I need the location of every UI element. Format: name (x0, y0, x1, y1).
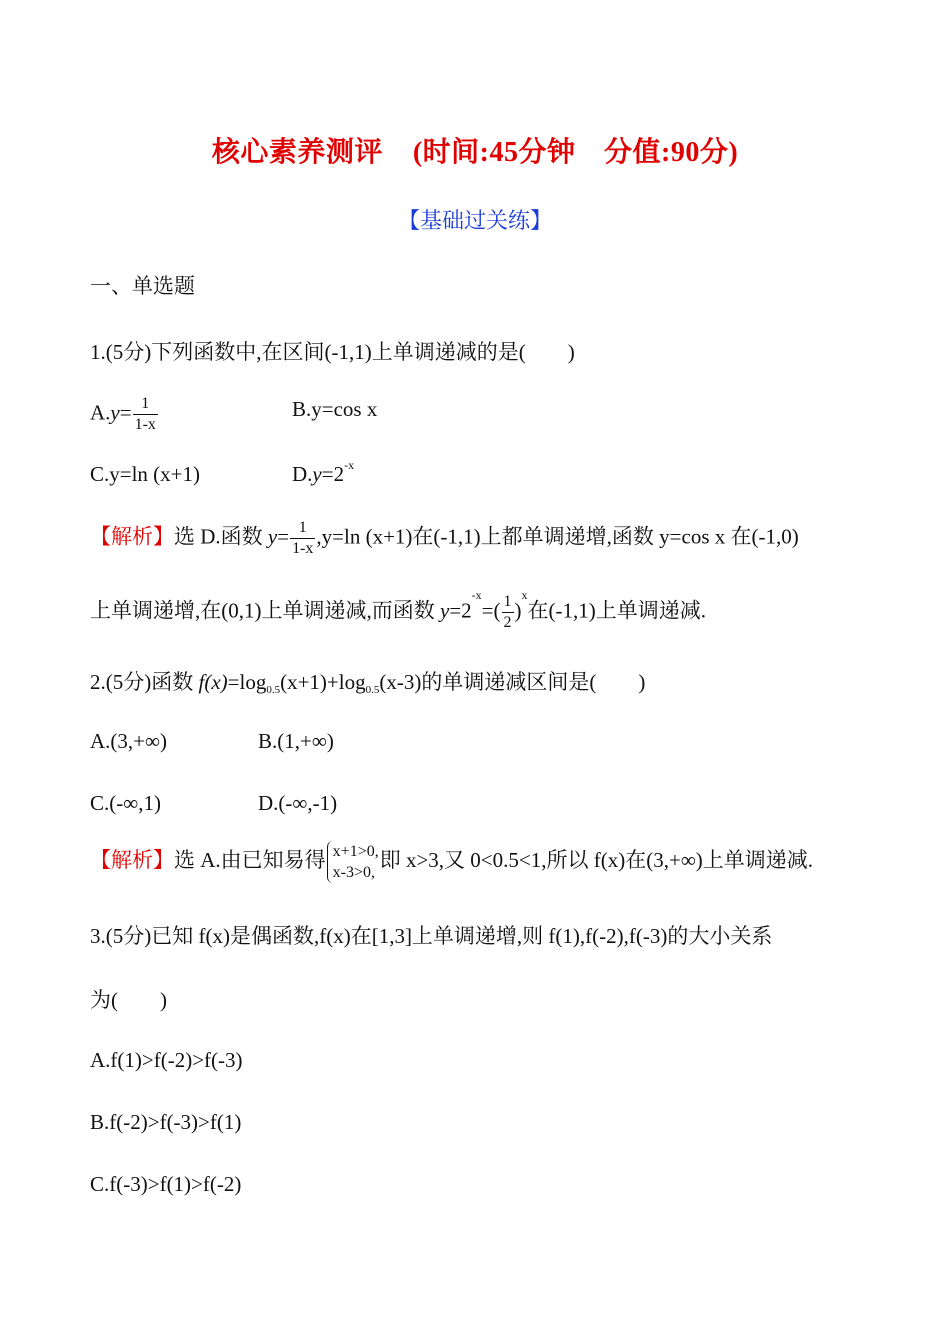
q3-option-b: B.f(-2)>f(-3)>f(1) (90, 1110, 242, 1134)
q2-stem: 2.(5分)函数 f(x)=log0.5(x+1)+log0.5(x-3)的单调递减区间是( ) (90, 670, 646, 696)
fraction: $\frac{1}{1-x}$ (292, 519, 314, 557)
analysis-tag: 【解析】 (90, 847, 174, 872)
q1-option-d: $D.y=2^{-x}$ (292, 458, 355, 486)
q2-option-b: B.(1,+∞) (258, 729, 334, 753)
q2-option-a: A.(3,+∞) (90, 729, 167, 753)
inequality-system: x+1>0, x-3>0, (327, 841, 379, 883)
q1-analysis-line1: 【解析】选 D.函数 y= $\frac{1}{1-x}$ ,y=ln (x+1)在(-1,1)上都单调递增,函数 y=cos x 在(-1,0) (90, 519, 799, 557)
q1-option-a: A.y= $\frac{1}{1-x}$ (90, 395, 156, 433)
q3-option-a: A.f(1)>f(-2)>f(-3) (90, 1048, 243, 1072)
fraction: $\frac{1}{2}$ (503, 593, 512, 631)
q1-option-c: C.y=ln (x+1) (90, 462, 201, 486)
section-heading: 【基础过关练】 (397, 208, 552, 233)
q3-stem-line1: 3.(5分)已知 f(x)是偶函数,f(x)在[1,3]上单调递增,则 f(1),f(-2),f(-3)的大小关系 (90, 924, 773, 948)
analysis-tag: 【解析】 (90, 524, 174, 549)
q3-stem-line2: 为( ) (90, 988, 167, 1012)
q2-option-d: D.(-∞,-1) (258, 791, 338, 815)
q2-analysis: 【解析】选 A.由已知易得 x+1>0, x-3>0, 即 x>3,又 0<0.5<1,所以 f(x)在(3,+∞)上单调递减. (90, 843, 814, 881)
q2-option-c: C.(-∞,1) (90, 791, 161, 815)
page-title (0, 130, 950, 170)
q3-option-c: C.f(-3)>f(1)>f(-2) (90, 1172, 242, 1196)
title-main: 核心素养测评 (211, 137, 383, 168)
q1-option-b: B.y=cos x (292, 397, 378, 421)
title-meta: (时间:45分钟 分值:90分) (412, 137, 739, 168)
fraction: $\frac{1}{1-x}$ (134, 395, 156, 433)
q1-stem: 1.(5分)下列函数中,在区间(-1,1)上单调递减的是( ) (90, 340, 575, 364)
q1-analysis-line2: 上单调递增,在(0,1)上单调递减,而函数 $y=2^{-x}=$( $\frac{1}{2}$ )$^x$在(-1,1)上单调递减. (90, 588, 706, 631)
question-type-heading: 一、单选题 (90, 274, 195, 298)
